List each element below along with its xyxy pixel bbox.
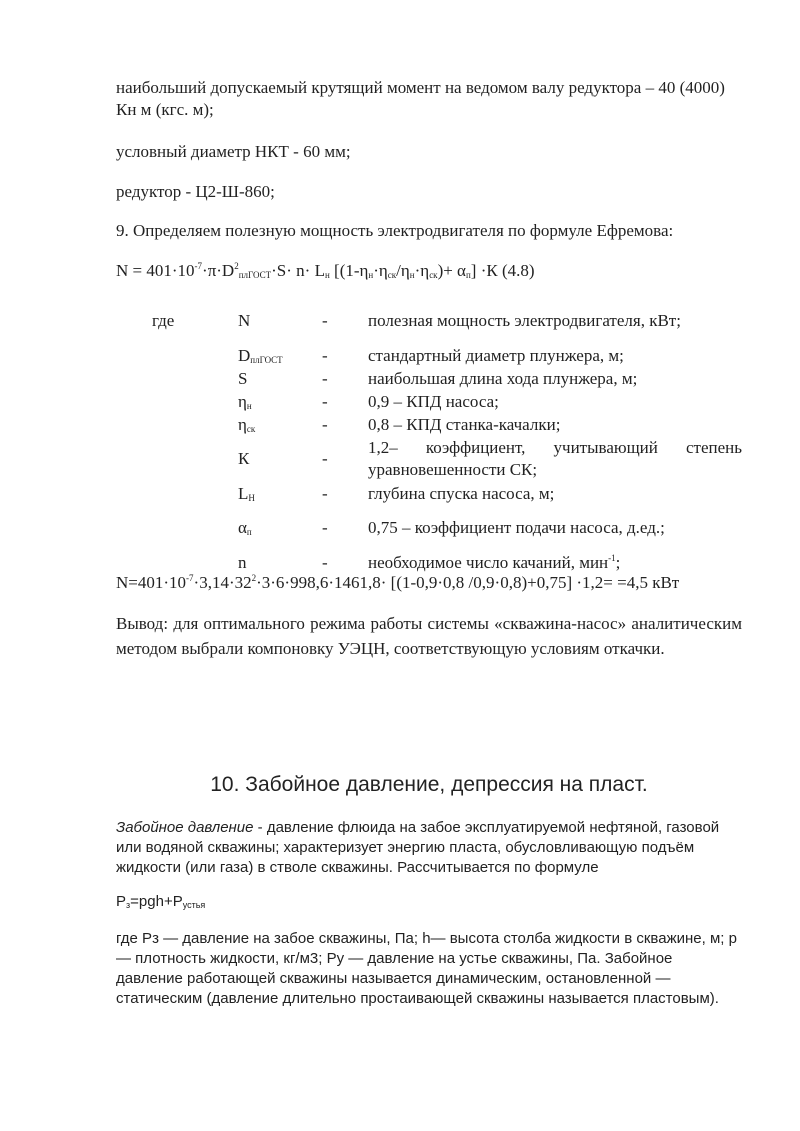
formula-calculation: $N=401\cdot 10^{-7}\cdot 3,14\cdot 32^2\cdot 3\cdot 6\cdot 998,6\cdot 1461,8\cdot [(1-0,9\cdot 0,8$ /0,9·0,8)+0,75] ·1,2= =4,5 кВт bbox=[116, 573, 680, 592]
definitions-table bbox=[116, 298, 742, 574]
text-tubing-diameter: условный диаметр НКТ - 60 мм; bbox=[116, 142, 351, 161]
definition-symbol: N bbox=[238, 311, 251, 330]
definition-row bbox=[116, 551, 742, 574]
text-bottomhole-pressure-definition: Забойное давление - давление флюида на забое эксплуатируемой нефтяной, газовой или водяной скважины; характеризует энергию пласта, обусловливающую подъём жидкости (или газа) в стволе скважины. Рассчитывается по формуле bbox=[116, 819, 720, 876]
definition-dash: - bbox=[322, 345, 328, 365]
definition-description: 0,8 – КПД станка-качалки; bbox=[368, 414, 561, 434]
definition-symbol: К bbox=[238, 449, 250, 468]
definition-description: наибольшая длина хода плунжера, м; bbox=[368, 368, 638, 388]
definition-row bbox=[116, 436, 742, 482]
definition-row bbox=[116, 505, 742, 551]
definition-dash: - bbox=[322, 552, 328, 572]
definition-symbol: $D_{плГОСТ}$ bbox=[238, 345, 283, 365]
definition-symbol: S bbox=[238, 368, 248, 388]
definition-row bbox=[116, 344, 742, 367]
definition-row bbox=[116, 390, 742, 413]
definition-row bbox=[116, 413, 742, 436]
text-step-9: 9. Определяем полезную мощность электродвигателя по формуле Ефремова: bbox=[116, 221, 674, 240]
definition-dash: - bbox=[322, 414, 328, 434]
definition-description: 1,2– коэффициент, учитывающий степень уравновешенности СК; bbox=[368, 438, 742, 479]
definition-description: полезная мощность электродвигателя, кВт; bbox=[368, 311, 681, 330]
definition-dash: - bbox=[322, 518, 328, 537]
definition-description: необходимое число качаний, мин$^{-1}$; bbox=[368, 552, 621, 572]
definition-symbol: $\alpha_п$ bbox=[238, 518, 252, 537]
text-max-torque: наибольший допускаемый крутящий момент на ведомом валу редуктора – 40 (4000) Кн м (кгс. м); bbox=[116, 78, 725, 119]
definition-row bbox=[116, 298, 742, 344]
definition-dash: - bbox=[322, 483, 328, 503]
definition-dash: - bbox=[322, 449, 328, 468]
text-variables-explanation: где Рз — давление на забое скважины, Па; h— высота столба жидкости в скважине, м; p— плотность жидкости, кг/м3; Ру — давление на устье скважины, Па. Забойное давление работающей скважины называется динамическим, остановленной — статическим (давление длительно простаивающей скважины называется пластовым). bbox=[116, 930, 737, 1007]
formula-efremov: $N = 401\cdot 10^{-7}\cdot\pi\cdot D^2_{плГОСТ}\cdot S\cdot n\cdot L_н$ $[(1-\eta_н\cdot\eta_{ск}/\eta_н\cdot\eta_{ск})+ \alpha_п] \cdot К$ (4.8) bbox=[116, 261, 535, 280]
definition-description: стандартный диаметр плунжера, м; bbox=[368, 345, 624, 365]
definition-row bbox=[116, 482, 742, 505]
definition-dash: - bbox=[322, 368, 328, 388]
section-heading: 10. Забойное давление, депрессия на пласт. bbox=[210, 773, 648, 796]
where-label: где bbox=[152, 311, 175, 330]
definition-symbol: $\eta_{ск}$ bbox=[238, 414, 256, 434]
definition-row bbox=[116, 367, 742, 390]
definition-symbol: $\eta_н$ bbox=[238, 391, 252, 411]
formula-bottomhole-pressure: $Р_з=pgh+Р_{устья}$ bbox=[116, 893, 206, 910]
text-conclusion: Вывод: для оптимального режима работы системы «скважина-насос» аналитическим методом выбрали компоновку УЭЦН, соответствующую условиям откачки. bbox=[116, 614, 742, 658]
definition-description: 0,75 – коэффициент подачи насоса, д.ед.; bbox=[368, 518, 665, 537]
definition-symbol: n bbox=[238, 552, 247, 572]
definition-symbol: $L_Н$ bbox=[238, 483, 255, 503]
definition-dash: - bbox=[322, 311, 328, 330]
text-reducer: редуктор - Ц2-Ш-860; bbox=[116, 182, 275, 201]
definition-description: глубина спуска насоса, м; bbox=[368, 483, 555, 503]
definition-description: 0,9 – КПД насоса; bbox=[368, 391, 499, 411]
definition-dash: - bbox=[322, 391, 328, 411]
